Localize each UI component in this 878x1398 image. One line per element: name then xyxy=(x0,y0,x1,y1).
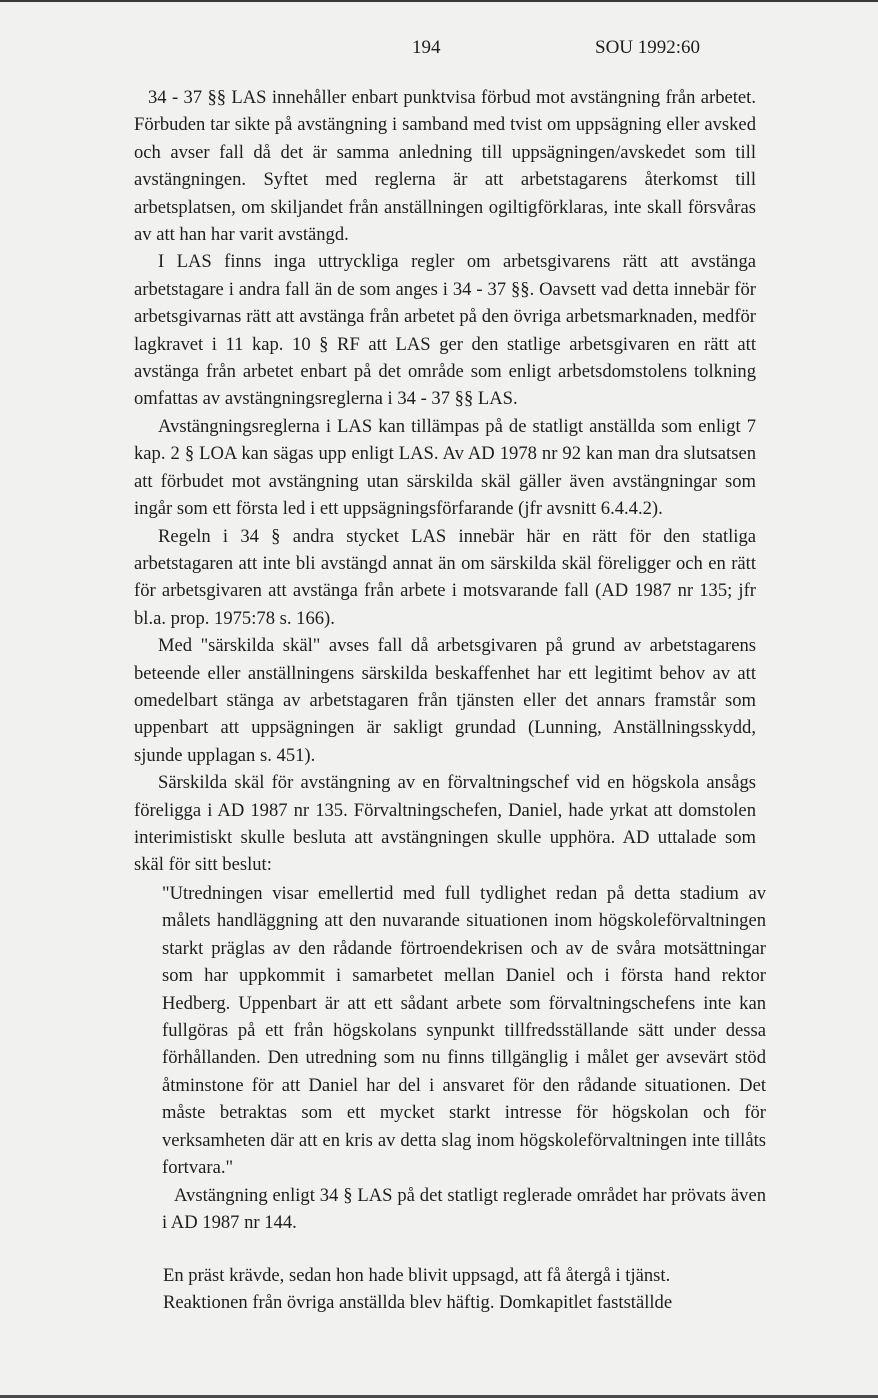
paragraph: I LAS finns inga uttryckliga regler om arbetsgivarens rätt att avstänga arbetstagare i andra fall än de som anges i 34 - 37 §§. Oavsett vad detta innebär för arbetsgivarnas rätt att avstänga från arbetet på den övriga arbetsmarknaden, medför lagkravet i 11 kap. 10 § RF att LAS ger den statlige arbetsgivaren en rätt att avstänga från arbetet enbart på det område som enligt arbetsdomstolens tolkning omfattas av avstängningsreglerna i 34 - 37 §§ LAS. xyxy=(134,251,756,410)
page-number: 194 xyxy=(412,37,441,58)
after-quote-paragraph xyxy=(162,1182,766,1237)
series-identifier: SOU 1992:60 xyxy=(595,37,701,58)
paragraph: Avstängning enligt 34 § LAS på det statligt reglerade området har prövats även i AD 1987 nr 144. xyxy=(162,1185,766,1234)
paragraph: Avstängningsreglerna i LAS kan tillämpas på de statligt anställda som enligt 7 kap. 2 § LOA kan sägas upp enligt LAS. Av AD 1978 nr 92 kan man dra slutsatsen att förbudet mot avstängning utan särskilda skäl gäller även avstängningar som ingår som ett första led i ett uppsägningsförfarande (jfr avsnitt 6.4.4.2). xyxy=(134,415,756,520)
paragraph: Regeln i 34 § andra stycket LAS innebär här en rätt för den statliga arbetstagaren att inte bli avstängd annat än om särskilda skäl föreligger och en rätt för arbetsgivaren att avstänga från arbete i motsvarande fall (AD 1987 nr 135; jfr bl.a. prop. 1975:78 s. 166). xyxy=(134,525,756,629)
body-text xyxy=(134,84,756,879)
block-quote xyxy=(162,880,766,1181)
case-note-line: En präst krävde, sedan hon hade blivit uppsagd, att få återgå i tjänst. xyxy=(163,1265,671,1286)
case-note xyxy=(163,1262,773,1317)
paragraph: 34 - 37 §§ LAS innehåller enbart punktvisa förbud mot avstängning från arbetet. Förbuden tar sikte på avstängning i samband med tvist om uppsägning eller avsked och avser fall då det är samma anledning till uppsägningen/avskedet som till avstängningen. Syftet med reglerna är att arbetstagarens återkomst till arbetsplatsen, om skiljandet från anställningen ogiltigförklaras, inte skall försvåras av att han har varit avstängd. xyxy=(134,87,756,246)
quote-text: "Utredningen visar emellertid med full tydlighet redan på detta stadium av målets handläggning att den nuvarande situationen inom högskoleförvaltningen starkt präglas av den rådande förtroendekrisen och av de svåra motsättningar som har uppkommit i samarbetet mellan Daniel och i första hand rektor Hedberg. Uppenbart är att ett sådant arbete som förvaltningschefens inte kan fullgöras på ett från högskolans synpunkt tillfredsställande sätt under dessa förhållanden. Den utredning som nu finns tillgänglig i målet ger avsevärt stöd åtminstone för att Daniel har del i ansvaret för den rådande situationen. Det måste betraktas som ett mycket starkt intresse för högskolan och för verksamheten där att en kris av detta slag inom högskoleförvaltningen inte tillåts fortvara." xyxy=(162,883,766,1179)
paragraph: Särskilda skäl för avstängning av en förvaltningschef vid en högskola ansågs föreligga i AD 1987 nr 135. Förvaltningschefen, Daniel, hade yrkat att domstolen interimistiskt skulle besluta att avstängningen skulle upphöra. AD uttalade som skäl för sitt beslut: xyxy=(134,772,756,876)
case-note-line: Reaktionen från övriga anställda blev häftig. Domkapitlet fastställde xyxy=(163,1292,673,1314)
paragraph: Med "särskilda skäl" avses fall då arbetsgivaren på grund av arbetstagarens beteende eller anställningens särskilda beskaffenhet har ett legitimt behov av att omedelbart stänga av arbetstagaren från tjänsten eller det annars framstår som uppenbart att uppsägningen är sakligt grundad (Lunning, Anställningsskydd, sjunde upplagan s. 451). xyxy=(134,635,756,766)
